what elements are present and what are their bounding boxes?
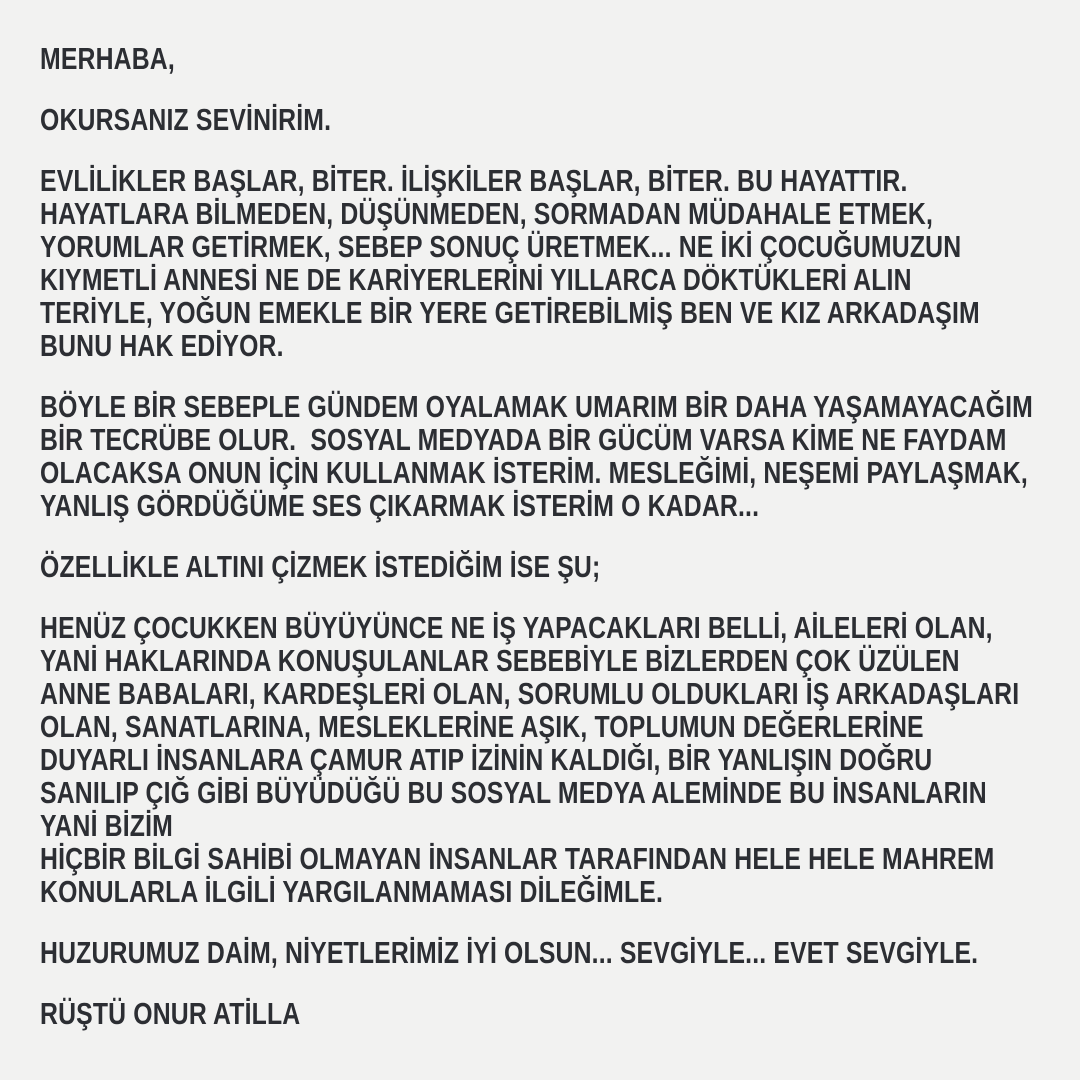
text-line: EVLİLİKLER BAŞLAR, BİTER. İLİŞKİLER BAŞLAR, BİTER. BU HAYATTIR. (40, 163, 908, 198)
text-line: HENÜZ ÇOCUKKEN BÜYÜYÜNCE NE İŞ YAPACAKLARI BELLİ, AİLELERİ OLAN, (40, 610, 993, 645)
text-line: SANILIP ÇIĞ GİBİ BÜYÜDÜĞÜ BU SOSYAL MEDYA ALEMİNDE BU İNSANLARIN (40, 775, 987, 810)
paragraph-2 (40, 390, 1080, 522)
text-line: OLACAKSA ONUN İÇİN KULLANMAK İSTERİM. MESLEĞİMİ, NEŞEMİ PAYLAŞMAK, (40, 455, 1028, 490)
text-line: KIYMETLİ ANNESİ NE DE KARİYERLERİNİ YILLARCA DÖKTÜKLERİ ALIN (40, 262, 912, 297)
text-line: HAYATLARA BİLMEDEN, DÜŞÜNMEDEN, SORMADAN MÜDAHALE ETMEK, (40, 196, 934, 231)
paragraph-emphasis (40, 550, 1080, 583)
text-line: YANİ BİZİM (40, 808, 173, 843)
paragraph-3 (40, 611, 1080, 908)
text-line: ANNE BABALARI, KARDEŞLERİ OLAN, SORUMLU OLDUKLARI İŞ ARKADAŞLARI (40, 676, 1020, 711)
paragraph-1 (40, 164, 1080, 362)
letter-text-block (40, 42, 1080, 1030)
text-line: DUYARLI İNSANLARA ÇAMUR ATIP İZİNİN KALDIĞI, BİR YANLIŞIN DOĞRU (40, 742, 933, 777)
text-line: BUNU HAK EDİYOR. (40, 328, 284, 363)
text-line: ÖZELLİKLE ALTINI ÇİZMEK İSTEDİĞİM İSE ŞU; (40, 549, 601, 584)
signature-line: RÜŞTÜ ONUR ATİLLA (40, 996, 301, 1031)
paragraph-closing (40, 936, 1080, 969)
paragraph-greeting (40, 42, 1080, 75)
text-line: YORUMLAR GETİRMEK, SEBEP SONUÇ ÜRETMEK... NE İKİ ÇOCUĞUMUZUN (40, 229, 962, 264)
text-line: YANİ HAKLARINDA KONUŞULANLAR SEBEBİYLE BİZLERDEN ÇOK ÜZÜLEN (40, 643, 960, 678)
text-line: HİÇBİR BİLGİ SAHİBİ OLMAYAN İNSANLAR TARAFINDAN HELE HELE MAHREM (40, 841, 995, 876)
paragraph-signature (40, 997, 1080, 1030)
text-line: MERHABA, (40, 41, 175, 76)
text-line: BÖYLE BİR SEBEPLE GÜNDEM OYALAMAK UMARIM BİR DAHA YAŞAMAYACAĞIM (40, 389, 1033, 424)
text-line: OLAN, SANATLARINA, MESLEKLERİNE AŞIK, TOPLUMUN DEĞERLERİNE (40, 709, 924, 744)
text-line: HUZURUMUZ DAİM, NİYETLERİMİZ İYİ OLSUN... SEVGİYLE... EVET SEVGİYLE. (40, 935, 979, 970)
text-line: OKURSANIZ SEVİNİRİM. (40, 102, 332, 137)
text-line: BİR TECRÜBE OLUR. SOSYAL MEDYADA BİR GÜCÜM VARSA KİME NE FAYDAM (40, 422, 1007, 457)
text-line: YANLIŞ GÖRDÜĞÜME SES ÇIKARMAK İSTERİM O KADAR... (40, 488, 760, 523)
text-line: TERİYLE, YOĞUN EMEKLE BİR YERE GETİREBİLMİŞ BEN VE KIZ ARKADAŞIM (40, 295, 980, 330)
paragraph-intro (40, 103, 1080, 136)
text-line: KONULARLA İLGİLİ YARGILANMAMASI DİLEĞİMLE. (40, 874, 664, 909)
